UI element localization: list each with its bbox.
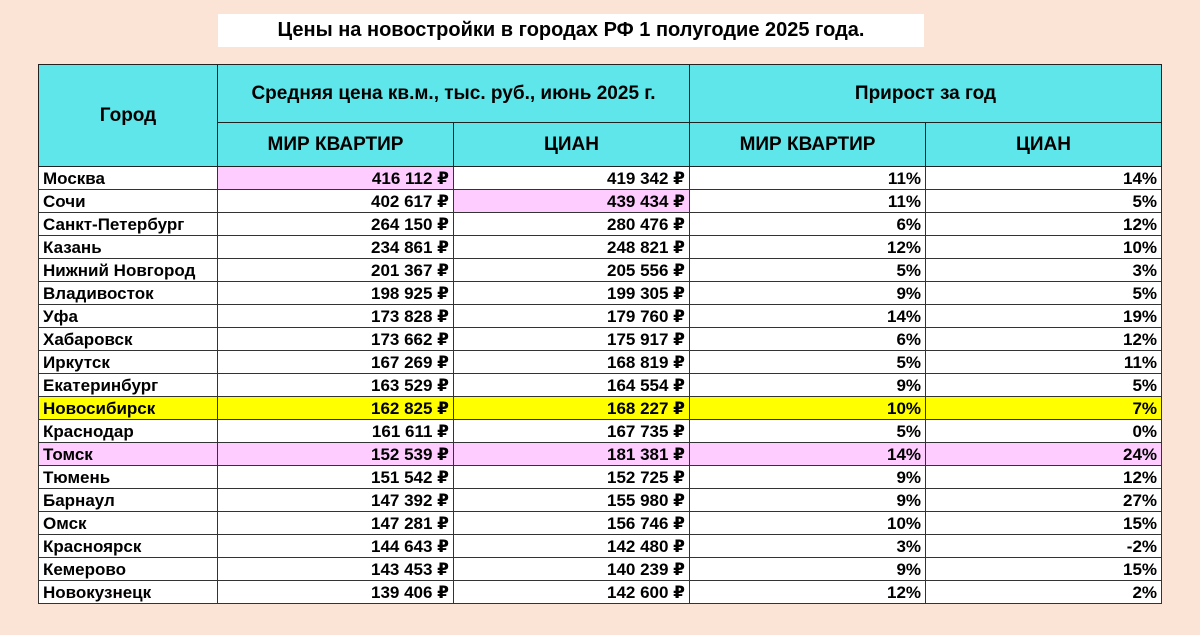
table-row	[39, 167, 1162, 190]
table-row	[39, 535, 1162, 558]
table-row	[39, 282, 1162, 305]
mk-price-cell: 234 861 ₽	[218, 236, 454, 259]
mk-price-cell: 151 542 ₽	[218, 466, 454, 489]
mk-growth-cell: 9%	[690, 489, 926, 512]
mk-price-cell: 264 150 ₽	[218, 213, 454, 236]
cian-price-cell: 156 746 ₽	[454, 512, 690, 535]
city-cell: Уфа	[39, 305, 218, 328]
cian-growth-cell: 3%	[926, 259, 1162, 282]
header-city: Город	[39, 65, 218, 167]
cian-price-cell: 248 821 ₽	[454, 236, 690, 259]
city-cell: Барнаул	[39, 489, 218, 512]
mk-price-cell: 139 406 ₽	[218, 581, 454, 604]
header-cian-price: ЦИАН	[454, 123, 690, 167]
mk-growth-cell: 12%	[690, 236, 926, 259]
table-row	[39, 190, 1162, 213]
city-cell: Новокузнецк	[39, 581, 218, 604]
cian-growth-cell: 5%	[926, 374, 1162, 397]
cian-growth-cell: -2%	[926, 535, 1162, 558]
mk-growth-cell: 6%	[690, 213, 926, 236]
mk-growth-cell: 10%	[690, 512, 926, 535]
cian-growth-cell: 11%	[926, 351, 1162, 374]
city-cell: Москва	[39, 167, 218, 190]
header-growth-group: Прирост за год	[690, 65, 1162, 123]
cian-price-cell: 142 480 ₽	[454, 535, 690, 558]
cian-growth-cell: 15%	[926, 512, 1162, 535]
mk-growth-cell: 14%	[690, 443, 926, 466]
cian-price-cell: 167 735 ₽	[454, 420, 690, 443]
cian-growth-cell: 7%	[926, 397, 1162, 420]
mk-growth-cell: 6%	[690, 328, 926, 351]
table-row	[39, 581, 1162, 604]
mk-price-cell: 161 611 ₽	[218, 420, 454, 443]
cian-price-cell: 168 227 ₽	[454, 397, 690, 420]
cian-price-cell: 280 476 ₽	[454, 213, 690, 236]
cian-growth-cell: 15%	[926, 558, 1162, 581]
city-cell: Владивосток	[39, 282, 218, 305]
city-cell: Омск	[39, 512, 218, 535]
table-row	[39, 259, 1162, 282]
cian-price-cell: 205 556 ₽	[454, 259, 690, 282]
cian-price-cell: 164 554 ₽	[454, 374, 690, 397]
page-title: Цены на новостройки в городах РФ 1 полугодие 2025 года.	[218, 14, 924, 47]
cian-growth-cell: 27%	[926, 489, 1162, 512]
mk-price-cell: 416 112 ₽	[218, 167, 454, 190]
mk-growth-cell: 3%	[690, 535, 926, 558]
mk-growth-cell: 5%	[690, 351, 926, 374]
city-cell: Красноярск	[39, 535, 218, 558]
cian-growth-cell: 5%	[926, 190, 1162, 213]
cian-price-cell: 168 819 ₽	[454, 351, 690, 374]
header-cian-growth: ЦИАН	[926, 123, 1162, 167]
mk-growth-cell: 11%	[690, 167, 926, 190]
mk-growth-cell: 9%	[690, 466, 926, 489]
table-row-highlighted	[39, 397, 1162, 420]
mk-price-cell: 167 269 ₽	[218, 351, 454, 374]
mk-price-cell: 163 529 ₽	[218, 374, 454, 397]
mk-price-cell: 201 367 ₽	[218, 259, 454, 282]
city-cell: Хабаровск	[39, 328, 218, 351]
city-cell: Казань	[39, 236, 218, 259]
table-row	[39, 512, 1162, 535]
mk-price-cell: 162 825 ₽	[218, 397, 454, 420]
table-row	[39, 236, 1162, 259]
cian-price-cell: 152 725 ₽	[454, 466, 690, 489]
city-cell: Краснодар	[39, 420, 218, 443]
mk-price-cell: 152 539 ₽	[218, 443, 454, 466]
price-table	[38, 64, 1162, 604]
city-cell: Нижний Новгород	[39, 259, 218, 282]
table-row	[39, 305, 1162, 328]
mk-price-cell: 147 392 ₽	[218, 489, 454, 512]
mk-growth-cell: 11%	[690, 190, 926, 213]
table-row	[39, 466, 1162, 489]
cian-price-cell: 439 434 ₽	[454, 190, 690, 213]
mk-growth-cell: 9%	[690, 374, 926, 397]
cian-price-cell: 179 760 ₽	[454, 305, 690, 328]
cian-growth-cell: 5%	[926, 282, 1162, 305]
cian-growth-cell: 12%	[926, 213, 1162, 236]
mk-price-cell: 147 281 ₽	[218, 512, 454, 535]
mk-price-cell: 144 643 ₽	[218, 535, 454, 558]
mk-price-cell: 173 828 ₽	[218, 305, 454, 328]
cian-price-cell: 181 381 ₽	[454, 443, 690, 466]
cian-growth-cell: 0%	[926, 420, 1162, 443]
mk-growth-cell: 5%	[690, 420, 926, 443]
header-price-group: Средняя цена кв.м., тыс. руб., июнь 2025 г.	[218, 65, 690, 123]
mk-growth-cell: 9%	[690, 558, 926, 581]
mk-price-cell: 198 925 ₽	[218, 282, 454, 305]
city-cell: Томск	[39, 443, 218, 466]
table-row	[39, 328, 1162, 351]
cian-growth-cell: 12%	[926, 328, 1162, 351]
cian-price-cell: 199 305 ₽	[454, 282, 690, 305]
table-row-highlighted	[39, 443, 1162, 466]
table-row	[39, 374, 1162, 397]
mk-growth-cell: 14%	[690, 305, 926, 328]
city-cell: Сочи	[39, 190, 218, 213]
table-row	[39, 351, 1162, 374]
city-cell: Новосибирск	[39, 397, 218, 420]
table-row	[39, 489, 1162, 512]
header-mk-price: МИР КВАРТИР	[218, 123, 454, 167]
cian-price-cell: 142 600 ₽	[454, 581, 690, 604]
cian-price-cell: 175 917 ₽	[454, 328, 690, 351]
city-cell: Екатеринбург	[39, 374, 218, 397]
cian-growth-cell: 10%	[926, 236, 1162, 259]
cian-growth-cell: 2%	[926, 581, 1162, 604]
cian-price-cell: 140 239 ₽	[454, 558, 690, 581]
header-mk-growth: МИР КВАРТИР	[690, 123, 926, 167]
cian-growth-cell: 19%	[926, 305, 1162, 328]
cian-growth-cell: 24%	[926, 443, 1162, 466]
cian-price-cell: 419 342 ₽	[454, 167, 690, 190]
city-cell: Санкт-Петербург	[39, 213, 218, 236]
mk-growth-cell: 12%	[690, 581, 926, 604]
table-row	[39, 213, 1162, 236]
table-row	[39, 420, 1162, 443]
mk-growth-cell: 10%	[690, 397, 926, 420]
cian-growth-cell: 12%	[926, 466, 1162, 489]
cian-growth-cell: 14%	[926, 167, 1162, 190]
mk-growth-cell: 9%	[690, 282, 926, 305]
mk-price-cell: 173 662 ₽	[218, 328, 454, 351]
cian-price-cell: 155 980 ₽	[454, 489, 690, 512]
table-row	[39, 558, 1162, 581]
city-cell: Тюмень	[39, 466, 218, 489]
mk-price-cell: 143 453 ₽	[218, 558, 454, 581]
city-cell: Кемерово	[39, 558, 218, 581]
mk-price-cell: 402 617 ₽	[218, 190, 454, 213]
city-cell: Иркутск	[39, 351, 218, 374]
mk-growth-cell: 5%	[690, 259, 926, 282]
